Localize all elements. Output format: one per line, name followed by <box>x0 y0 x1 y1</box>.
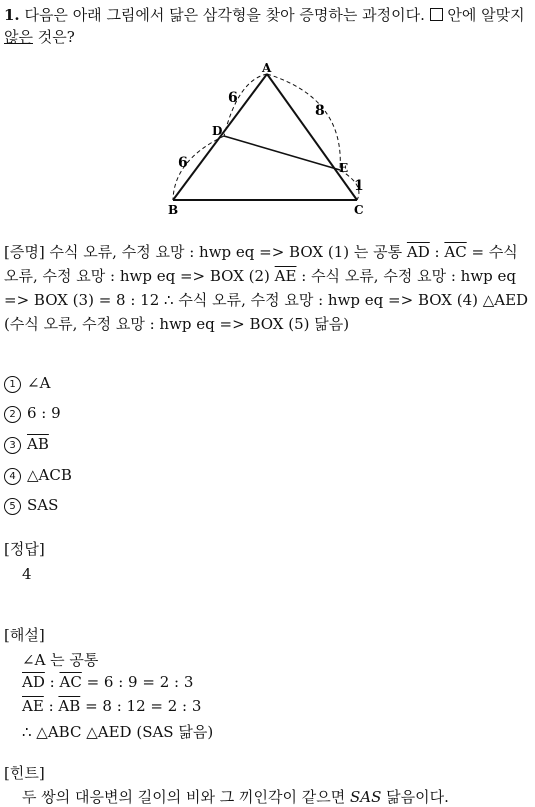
length-db: 6 <box>178 155 188 171</box>
segment-ac: $\overline{AC}$ <box>59 673 82 691</box>
choice-3[interactable] <box>4 435 49 454</box>
choice-number: 3 <box>4 437 21 454</box>
proof-colon: : <box>434 243 440 261</box>
hint-text-1: 두 쌍의 대응변의 길이의 비와 그 끼인각이 같으면 <box>22 788 346 806</box>
choice-4[interactable] <box>4 466 72 485</box>
question-stem-3: 것은? <box>37 28 75 46</box>
question-number: 1. <box>4 6 20 24</box>
label-a: A <box>262 61 272 75</box>
explanation-line-2 <box>22 673 193 691</box>
proof-part-4: : 수식 오류, 수정 요망 : hwp eq => BOX (3) = 8 : 12 ∴ 수식 오류, 수정 요망 : hwp eq => BOX (4) △AED (수식 오류, 수정 요망 : hwp eq => BOX (5) 닮음) <box>4 267 529 333</box>
choice-number: 2 <box>4 406 21 423</box>
length-ae: 8 <box>315 103 325 119</box>
explanation-line-4: ∴ △ABC △AED (SAS 닮음) <box>22 723 214 741</box>
proof-segment-ac: $\overline{AC}$ <box>444 243 467 261</box>
length-ad: 6 <box>228 90 238 106</box>
blank-box-icon <box>430 8 443 21</box>
choice-1[interactable] <box>4 374 50 393</box>
label-e: E <box>339 161 349 175</box>
choice-number: 5 <box>4 498 21 515</box>
question-text <box>4 4 532 48</box>
segment-ae: $\overline{AE}$ <box>22 697 44 715</box>
ratio-colon: : <box>49 673 55 691</box>
question-stem-2: 안에 알맞지 <box>447 6 525 24</box>
choice-number: 4 <box>4 468 21 485</box>
explanation-header: [해설] <box>4 626 45 644</box>
proof-part-2: 는 공통 <box>353 243 403 261</box>
proof-part-1: [증명] 수식 오류, 수정 요망 : hwp eq => BOX (1) <box>4 243 350 261</box>
choice-text: △ACB <box>27 466 72 484</box>
label-c: C <box>354 203 364 217</box>
explanation-line-3 <box>22 697 201 715</box>
answer-value: 4 <box>22 565 32 583</box>
segment-ab: $\overline{AB}$ <box>58 697 81 715</box>
proof-segment-ae: $\overline{AE}$ <box>274 267 297 285</box>
ratio-value: = 6 : 9 = 2 : 3 <box>86 673 194 691</box>
proof-part-3: = 수식 오류, 수정 요망 : hwp eq => BOX (2) <box>4 243 518 285</box>
hint-text-2: 닮음이다. <box>386 788 449 806</box>
hint-emphasis: SAS <box>349 788 382 806</box>
label-b: B <box>168 203 179 217</box>
question-stem: 다음은 아래 그림에서 닮은 삼각형을 찾아 증명하는 과정이다. <box>24 6 425 24</box>
choice-number: 1 <box>4 376 21 393</box>
choice-5[interactable] <box>4 496 58 515</box>
proof-text <box>4 240 532 336</box>
choice-text: 6 : 9 <box>27 404 61 422</box>
explanation-line-1: ∠A 는 공통 <box>22 651 99 669</box>
underlined-word: 않은 <box>4 28 33 46</box>
label-d: D <box>212 124 223 138</box>
triangle-figure <box>160 60 380 220</box>
length-ec: 1 <box>354 178 364 194</box>
choice-text: SAS <box>27 496 59 514</box>
hint-header: [힌트] <box>4 764 45 782</box>
choice-text: ∠A <box>27 374 51 392</box>
answer-header: [정답] <box>4 540 45 558</box>
segment-ad: $\overline{AD}$ <box>22 673 45 691</box>
proof-segment-ad: $\overline{AD}$ <box>406 243 430 261</box>
ratio-value: = 8 : 12 = 2 : 3 <box>85 697 202 715</box>
side-ac <box>267 74 357 200</box>
choice-2[interactable] <box>4 404 61 423</box>
choice-text: $\overline{AB}$ <box>27 435 49 453</box>
ratio-colon: : <box>48 697 54 715</box>
hint-text <box>22 786 449 807</box>
